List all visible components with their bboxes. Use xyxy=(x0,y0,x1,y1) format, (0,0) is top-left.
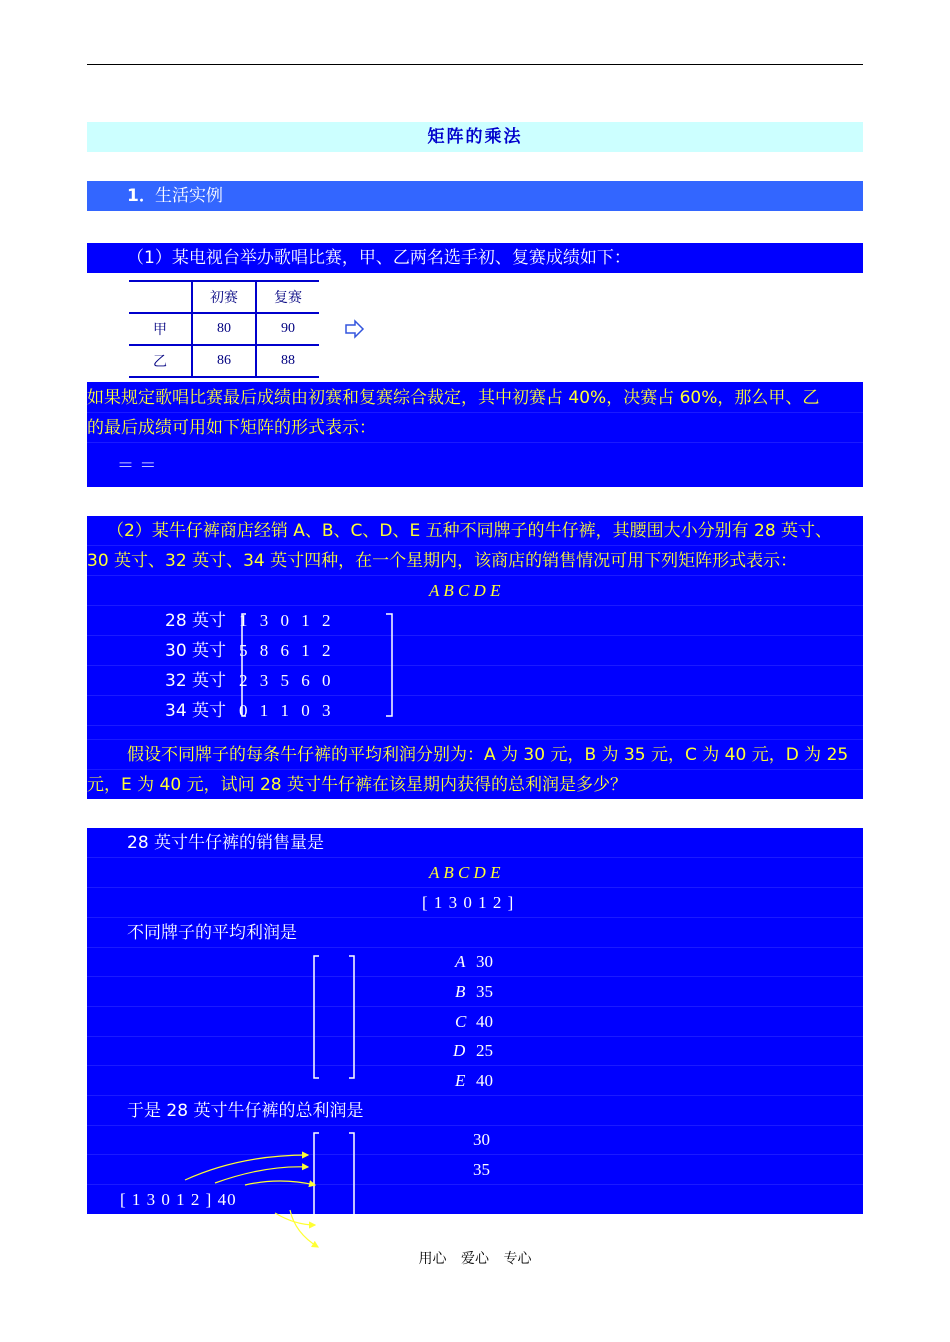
profit-brand: C xyxy=(455,1012,467,1031)
section-number: 1． xyxy=(127,186,156,206)
sales-column-letters: A B C D E xyxy=(429,863,501,882)
table-cell: 80 xyxy=(192,313,256,345)
score-table xyxy=(129,280,319,378)
table-cell: 88 xyxy=(256,345,319,377)
matrix-row-label: 32 英寸 xyxy=(165,671,227,691)
profit-brand: A xyxy=(455,952,466,971)
part1-paragraph-line1: 如果规定歌唱比赛最后成绩由初赛和复赛综合裁定，其中初赛占 40%，决赛占 60%，那么甲、乙 xyxy=(87,388,820,408)
section-label: 生活实例 xyxy=(155,186,223,206)
profit-value: 40 xyxy=(476,1012,493,1031)
profit-matrix-brackets xyxy=(309,954,359,1082)
matrix-column-letters: A B C D E xyxy=(429,581,501,600)
matrix-row-values: 1 3 0 1 2 xyxy=(239,611,335,630)
matrix-row-values: 2 3 5 6 0 xyxy=(239,671,335,690)
right-arrow-icon xyxy=(344,318,366,340)
part2-line2: 30 英寸、32 英寸、34 英寸四种，在一个星期内，该商店的销售情况可用下列矩阵形式表示： xyxy=(87,551,798,571)
profit-value: 30 xyxy=(476,952,493,971)
equals-signs: ＝ ＝ xyxy=(117,456,157,476)
final-row-matrix: [ 1 3 0 1 2 ] 40 xyxy=(120,1190,237,1209)
total-profit-label: 于是 28 英寸牛仔裤的总利润是 xyxy=(127,1101,364,1121)
profit-value: 25 xyxy=(476,1041,493,1060)
profit-brand: E xyxy=(455,1071,466,1090)
page-footer: 用心 爱心 专心 xyxy=(418,1251,532,1267)
page-title: 矩阵的乘法 xyxy=(87,122,863,152)
matrix-row-label: 34 英寸 xyxy=(165,701,227,721)
matrix-row-values: 0 1 1 0 3 xyxy=(239,701,335,720)
profit-value: 35 xyxy=(476,982,493,1001)
header-rule xyxy=(87,64,863,65)
profit-line1: 假设不同牌子的每条牛仔裤的平均利润分别为：A 为 30 元，B 为 35 元，C 为 40 元，D 为 25 xyxy=(127,745,849,765)
profit-brand: D xyxy=(453,1041,466,1060)
matrix-row-values: 5 8 6 1 2 xyxy=(239,641,335,660)
avg-profit-label: 不同牌子的平均利润是 xyxy=(127,923,297,943)
part2-block xyxy=(87,516,863,799)
part1-intro: （1）某电视台举办歌唱比赛，甲、乙两名选手初、复赛成绩如下： xyxy=(127,248,631,268)
part1-paragraph-block xyxy=(87,382,863,487)
table-cell: 乙 xyxy=(129,345,192,377)
part2-line1: （2）某牛仔裤商店经销 A、B、C、D、E 五种不同牌子的牛仔裤，其腰围大小分别有 28 英寸、 xyxy=(107,521,833,541)
column-value: 30 xyxy=(473,1130,490,1149)
table-row xyxy=(129,281,319,313)
table-header: 初赛 xyxy=(192,281,256,313)
sales-row-matrix: [ 1 3 0 1 2 ] xyxy=(422,893,515,912)
profit-brand: B xyxy=(455,982,466,1001)
matrix-row-label: 28 英寸 xyxy=(165,611,227,631)
matrix-brackets xyxy=(237,612,397,718)
part1-paragraph-line2: 的最后成绩可用如下矩阵的形式表示： xyxy=(87,418,376,438)
column-value: 35 xyxy=(473,1160,490,1179)
profit-line2: 元，E 为 40 元，试问 28 英寸牛仔裤在该星期内获得的总利润是多少？ xyxy=(87,775,628,795)
table-row xyxy=(129,345,319,377)
sales-label: 28 英寸牛仔裤的销售量是 xyxy=(127,833,325,853)
profit-value: 40 xyxy=(476,1071,493,1090)
table-cell: 86 xyxy=(192,345,256,377)
table-cell: 甲 xyxy=(129,313,192,345)
matrix-row-label: 30 英寸 xyxy=(165,641,227,661)
table-row xyxy=(129,313,319,345)
part1-intro-block xyxy=(87,243,863,273)
table-cell: 90 xyxy=(256,313,319,345)
multiplication-arrows xyxy=(170,1125,330,1255)
table-header: 复赛 xyxy=(256,281,319,313)
section-heading xyxy=(87,181,863,211)
